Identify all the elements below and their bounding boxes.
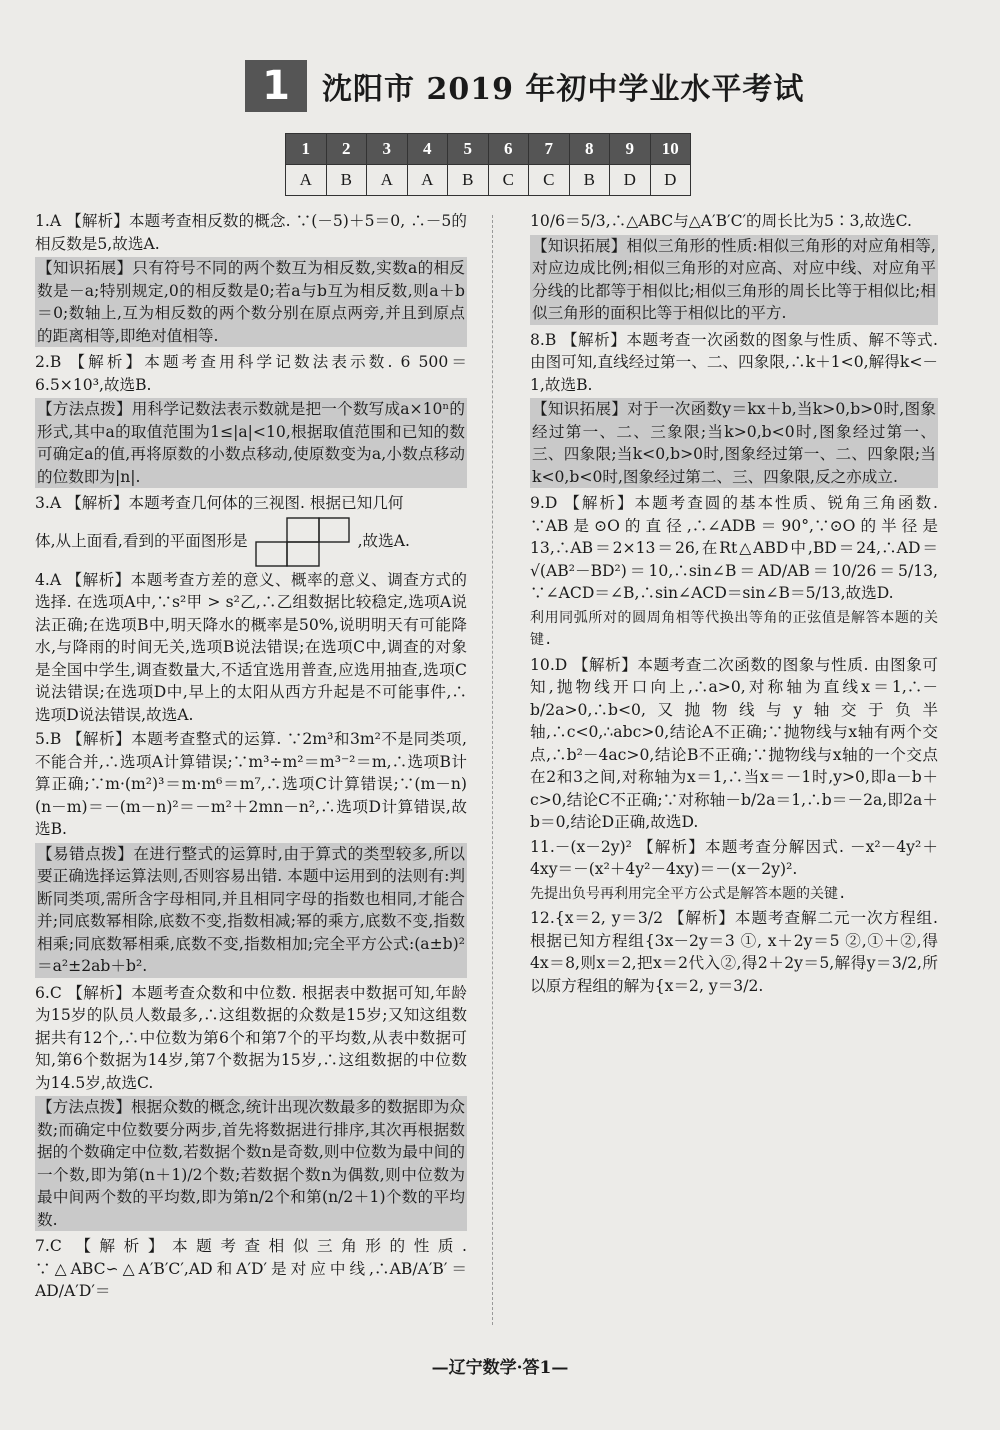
solution-12: 12.{x＝2, y＝3/2 【解析】本题考查解二元一次方程组. 根据已知方程组{3x－2y＝3 ①, x＋2y＝5 ②,①＋②,得4x＝8,则x＝2,把x＝2代入②,得2＋2y＝5,解得y＝3/2,所以原方程组的解为{x＝2, y＝3/2. xyxy=(530,909,938,995)
answer-cell: C xyxy=(488,165,529,196)
left-column xyxy=(35,210,467,1305)
solution-3: 3.A 【解析】本题考查几何体的三视图. 根据已知几何 xyxy=(35,494,404,512)
answer-table-answer-row xyxy=(286,165,691,196)
answer-cell: D xyxy=(650,165,691,196)
solution-1: 1.A 【解析】本题考查相反数的概念. ∵(－5)＋5＝0, ∴－5的相反数是5,故选A. xyxy=(35,212,467,253)
answer-cell: B xyxy=(326,165,367,196)
page-title: 沈阳市 2019 年初中学业水平考试 xyxy=(322,72,805,107)
solution-4: 4.A 【解析】本题考查方差的意义、概率的意义、调查方式的选择. 在选项A中,∵s²甲 > s²乙,∴乙组数据比较稳定,选项A说法正确;在选项B中,明天降水的概率是50%,说明明天有可能降水,与降雨的时间无关,选项B说法错误;在选项C中,调查的对象是全国中学生,调查数量大,不适宜选用普查,应选用抽查,选项C说法错误;在选项D中,早上的太阳从西方升起是不可能事件,∴选项D说法错误,故选A. xyxy=(35,570,467,724)
knowledge-tip-3: 【知识拓展】对于一次函数y＝kx＋b,当k>0,b>0时,图象经过第一、二、三象限;当k>0,b<0时,图象经过第一、三、四象限;当k<0,b>0时,图象经过第一、二、四象限;当k<0,b<0时,图象经过第二、三、四象限,反之亦成立. xyxy=(530,398,938,488)
answer-cell: D xyxy=(610,165,651,196)
question-number: 4 xyxy=(407,134,448,165)
question-number: 1 xyxy=(286,134,327,165)
question-number: 9 xyxy=(610,134,651,165)
answer-cell: C xyxy=(529,165,570,196)
question-number: 5 xyxy=(448,134,489,165)
question-number: 2 xyxy=(326,134,367,165)
solution-8: 8.B 【解析】本题考查一次函数的图象与性质、解不等式. 由图可知,直线经过第一、二、四象限,∴k＋1<0,解得k<－1,故选B. xyxy=(530,330,938,394)
top-view-figure xyxy=(255,517,351,567)
solution-5: 5.B 【解析】本题考查整式的运算. ∵2m³和3m²不是同类项,不能合并,∴选项A计算错误;∵m³÷m²＝m³⁻²＝m,∴选项B计算正确;∵m·(m²)³＝m·m⁶＝m⁷,∴选项C计算错误;∵(m－n)(n－m)＝－(m－n)²＝－m²＋2mn－n²,∴选项D计算错误,故选B. xyxy=(35,730,467,838)
answer-cell: B xyxy=(448,165,489,196)
solution-9: 9.D 【解析】本题考查圆的基本性质、锐角三角函数. ∵AB是⊙O的直径,∴∠ADB＝90°,∵⊙O的半径是13,∴AB＝2×13＝26,在Rt△ABD中,BD＝24,∴AD＝√(AB²－BD²)＝10,∴sin∠B＝AD/AB＝10/26＝5/13, ∵∠ACD＝∠B,∴sin∠ACD＝sin∠B＝5/13,故选D. xyxy=(530,494,938,602)
question-number: 10 xyxy=(650,134,691,165)
right-column xyxy=(530,210,938,999)
solution-10: 10.D 【解析】本题考查二次函数的图象与性质. 由图象可知,抛物线开口向上,∴a>0,对称轴为直线x＝1,∴－b/2a>0,∴b<0,又抛物线与y轴交于负半轴,∴c<0,∴abc>0,结论A不正确;∵抛物线与x轴有两个交点,∴b²－4ac>0,结论B不正确;∵抛物线与x轴的一个交点在2和3之间,对称轴为x＝1,∴当x＝－1时,y>0,即a－b＋c>0,结论C不正确;∵对称轴－b/2a＝1,∴b＝－2a,即2a＋b＝0,结论D正确,故选D. xyxy=(530,655,938,831)
answer-table-header-row xyxy=(286,134,691,165)
solution-6: 6.C 【解析】本题考查众数和中位数. 根据表中数据可知,年龄为15岁的队员人数最多,∴这组数据的众数是15岁;又知这组数据共有12个,∴中位数为第6个和第7个的平均数,从表中数据可知,第6个数据为14岁,第7个数据为15岁,∴这组数据的中位数为14.5岁,故选C. xyxy=(35,983,467,1092)
solution-9-note: 利用同弧所对的圆周角相等代换出等角的正弦值是解答本题的关键. xyxy=(530,609,938,648)
knowledge-tip-2: 【知识拓展】相似三角形的性质:相似三角形的对应角相等,对应边成比例;相似三角形的对应高、对应中线、对应角平分线的比都等于相似比;相似三角形的周长比等于相似比;相似三角形的面积比等于相似比的平方. xyxy=(530,235,938,325)
question-number: 6 xyxy=(488,134,529,165)
answer-table xyxy=(285,133,691,196)
knowledge-tip: 【知识拓展】只有符号不同的两个数互为相反数,实数a的相反数是－a;特别规定,0的相反数是0;若a与b互为相反数,则a＋b＝0;数轴上,互为相反数的两个数分别在原点两旁,并且到原点的距离相等,即绝对值相等. xyxy=(35,257,467,347)
answer-cell: B xyxy=(569,165,610,196)
question-number: 7 xyxy=(529,134,570,165)
method-tip: 【方法点拨】用科学记数法表示数就是把一个数写成a×10ⁿ的形式,其中a的取值范围为1≤|a|<10,根据取值范围和已知的数可确定a的值,再将原数的小数点移动,使原数变为a,小数点移动的位数即为|n|. xyxy=(35,398,467,488)
solution-3-text: 体,从上面看,看到的平面图形是 xyxy=(35,531,248,550)
question-number: 8 xyxy=(569,134,610,165)
solution-7-cont: 10/6＝5/3,∴△ABC与△A′B′C′的周长比为5∶3,故选C. xyxy=(530,212,912,230)
error-tip: 【易错点拨】在进行整式的运算时,由于算式的类型较多,所以要正确选择运算法则,否则容易出错. 本题中运用到的法则有:判断同类项,需所含字母相同,并且相同字母的指数也相同,才能合并;同底数幂相除,底数不变,指数相减;幂的乘方,底数不变,指数相乘;同底数幂相乘,底数不变,指数相加;完全平方公式:(a±b)²＝a²±2ab＋b². xyxy=(35,843,467,978)
page-footer: —辽宁数学·答1— xyxy=(431,1358,569,1378)
solution-7: 7.C 【解析】本题考查相似三角形的性质. ∵△ABC∽△A′B′C′,AD和A′D′是对应中线,∴AB/A′B′＝AD/A′D′＝ xyxy=(35,1237,467,1300)
column-divider xyxy=(492,215,494,1325)
answer-cell: A xyxy=(286,165,327,196)
solution-2: 2.B 【解析】本题考查用科学记数法表示数. 6 500＝6.5×10³,故选B. xyxy=(35,353,467,394)
solution-3-figure-line xyxy=(35,517,467,567)
method-tip-2: 【方法点拨】根据众数的概念,统计出现次数最多的数据即为众数;而确定中位数要分两步,首先将数据进行排序,其次再根据数据的个数确定中位数,若数据个数n是奇数,则中位数为最中间的一个数,即为第(n＋1)/2个数;若数据个数n为偶数,则中位数为最中间两个数的平均数,即为第n/2个和第(n/2＋1)个数的平均数. xyxy=(35,1096,467,1231)
solution-11: 11.－(x－2y)² 【解析】本题考查分解因式. －x²－4y²＋4xy＝－(x²＋4y²－4xy)＝－(x－2y)². xyxy=(530,837,938,878)
solution-3-answer: ,故选A. xyxy=(357,531,410,550)
solution-11-note: 先提出负号再利用完全平方公式是解答本题的关键. xyxy=(530,885,847,902)
question-number: 3 xyxy=(367,134,408,165)
answer-cell: A xyxy=(367,165,408,196)
section-number-badge: 1 xyxy=(245,60,307,112)
answer-cell: A xyxy=(407,165,448,196)
